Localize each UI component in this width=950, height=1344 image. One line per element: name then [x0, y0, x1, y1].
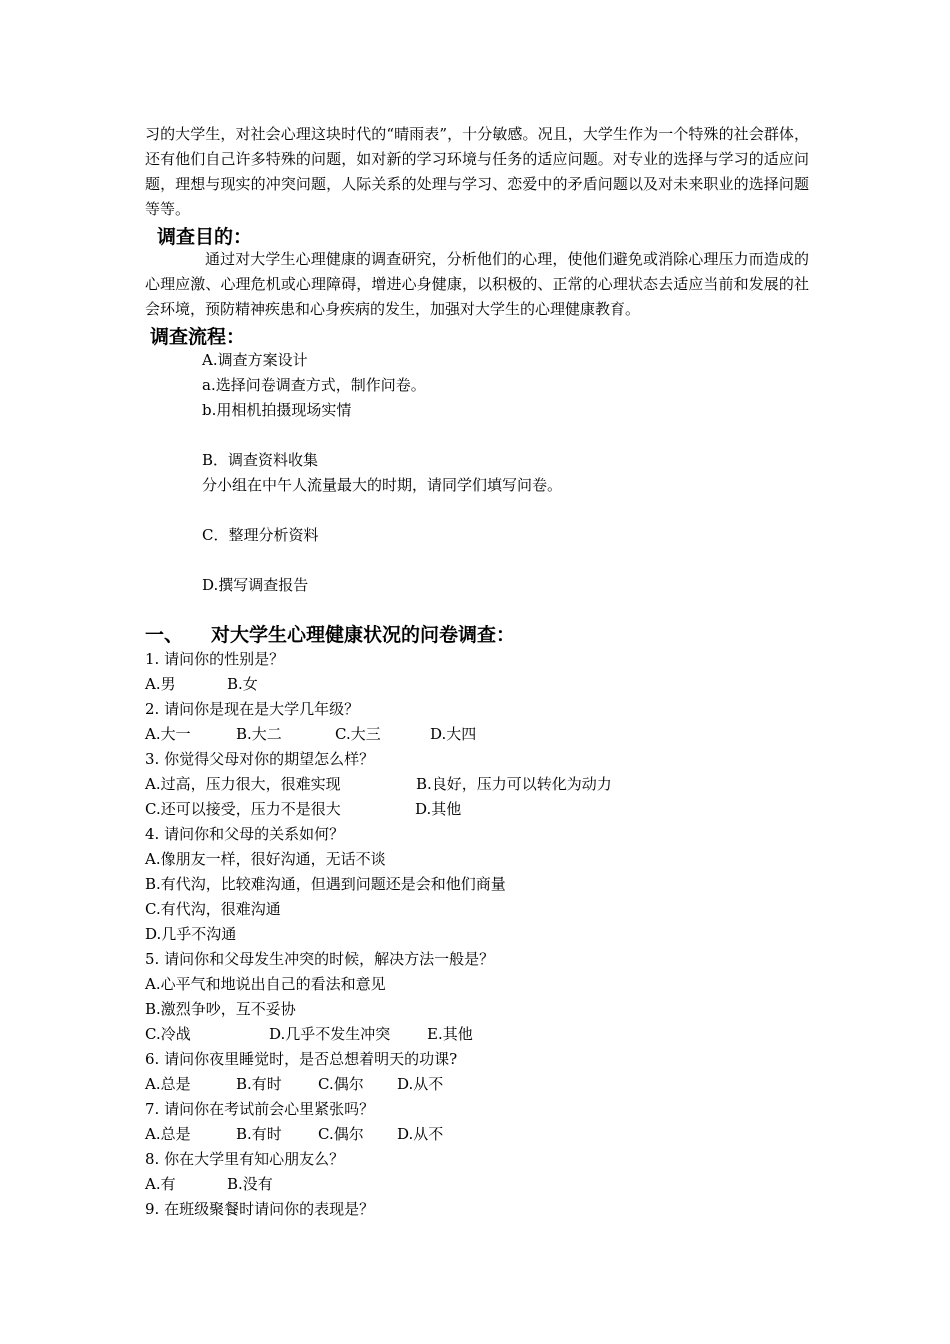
- option: C.偶尔: [318, 1125, 364, 1143]
- process-step-a2: b.用相机拍摄现场实情: [202, 401, 352, 419]
- section-heading-process: 调查流程：: [150, 326, 246, 348]
- question-9: 9. 在班级聚餐时请问你的表现是？: [145, 1200, 375, 1218]
- options-8: [145, 1172, 273, 1197]
- questionnaire-heading: [145, 622, 515, 648]
- option: B.良好，压力可以转化为动力: [416, 775, 612, 793]
- question-3: 3. 你觉得父母对你的期望怎么样？: [145, 750, 375, 768]
- question-4: 4. 请问你和父母的关系如何？: [145, 825, 345, 843]
- process-step-d: D.撰写调查报告: [202, 576, 309, 594]
- process-step-b1: 分小组在中午人流量最大的时期，请同学们填写问卷。: [202, 476, 563, 494]
- option: B.大二: [236, 725, 282, 743]
- process-step-a1: a.选择问卷调查方式，制作问卷。: [202, 376, 426, 394]
- options-1: [145, 672, 258, 697]
- options-3a: [145, 772, 612, 797]
- option: B.激烈争吵，互不妥协: [145, 1000, 296, 1018]
- option: A.男: [145, 675, 176, 693]
- options-7: [145, 1122, 443, 1147]
- option: B.没有: [227, 1175, 273, 1193]
- option: B.有时: [236, 1075, 282, 1093]
- option: D.从不: [397, 1075, 444, 1093]
- process-step-c: C．整理分析资料: [202, 526, 319, 544]
- options-2: [145, 722, 476, 747]
- option: A.总是: [145, 1075, 191, 1093]
- option: D.几乎不发生冲突: [269, 1025, 391, 1043]
- option: E.其他: [427, 1025, 473, 1043]
- options-3b: [145, 797, 461, 822]
- section-heading-purpose: 调查目的：: [157, 226, 253, 248]
- option: A.心平气和地说出自己的看法和意见: [145, 975, 386, 993]
- option: C.大三: [335, 725, 381, 743]
- question-7: 7. 请问你在考试前会心里紧张吗？: [145, 1100, 375, 1118]
- question-5: 5. 请问你和父母发生冲突的时候，解决方法一般是？: [145, 950, 495, 968]
- option: C.偶尔: [318, 1075, 364, 1093]
- question-1: 1. 请问你的性别是？: [145, 650, 285, 668]
- purpose-paragraph: 通过对大学生心理健康的调查研究，分析他们的心理，使他们避免或消除心理压力而造成的心理应激、心理危机或心理障碍，增进心身健康，以积极的、正常的心理状态去适应当前和发展的社会环境，预防精神疾患和心身疾病的发生，加强对大学生的心理健康教育。: [145, 250, 809, 318]
- option: B.有代沟，比较难沟通，但遇到问题还是会和他们商量: [145, 875, 506, 893]
- option: D.大四: [430, 725, 477, 743]
- option: C.冷战: [145, 1025, 191, 1043]
- option: C.还可以接受，压力不是很大: [145, 800, 341, 818]
- questionnaire-title: 对大学生心理健康状况的问卷调查：: [211, 624, 516, 646]
- option: D.从不: [397, 1125, 444, 1143]
- questionnaire-number: 一、: [145, 624, 184, 646]
- option: D.几乎不沟通: [145, 925, 237, 943]
- option: B.有时: [236, 1125, 282, 1143]
- process-step-b: B．调查资料收集: [202, 451, 319, 469]
- intro-paragraph: 习的大学生，对社会心理这块时代的“晴雨表”，十分敏感。况且，大学生作为一个特殊的社会群体，还有他们自己许多特殊的问题，如对新的学习环境与任务的适应问题。对专业的选择与学习的适应问题，理想与现实的冲突问题，人际关系的处理与学习、恋爱中的矛盾问题以及对未来职业的选择问题等等。: [145, 125, 809, 218]
- options-5: [145, 1022, 473, 1047]
- question-2: 2. 请问你是现在是大学几年级？: [145, 700, 360, 718]
- option: A.有: [145, 1175, 176, 1193]
- question-6: 6. 请问你夜里睡觉时，是否总想着明天的功课?: [145, 1050, 458, 1068]
- option: C.有代沟，很难沟通: [145, 900, 281, 918]
- option: B.女: [227, 675, 258, 693]
- option: A.大一: [145, 725, 191, 743]
- option: A.像朋友一样，很好沟通，无话不谈: [145, 850, 386, 868]
- process-step-a: A.调查方案设计: [202, 351, 308, 369]
- option: A.总是: [145, 1125, 191, 1143]
- question-8: 8. 你在大学里有知心朋友么？: [145, 1150, 345, 1168]
- option: A.过高，压力很大，很难实现: [145, 775, 341, 793]
- option: D.其他: [415, 800, 462, 818]
- options-6: [145, 1072, 443, 1097]
